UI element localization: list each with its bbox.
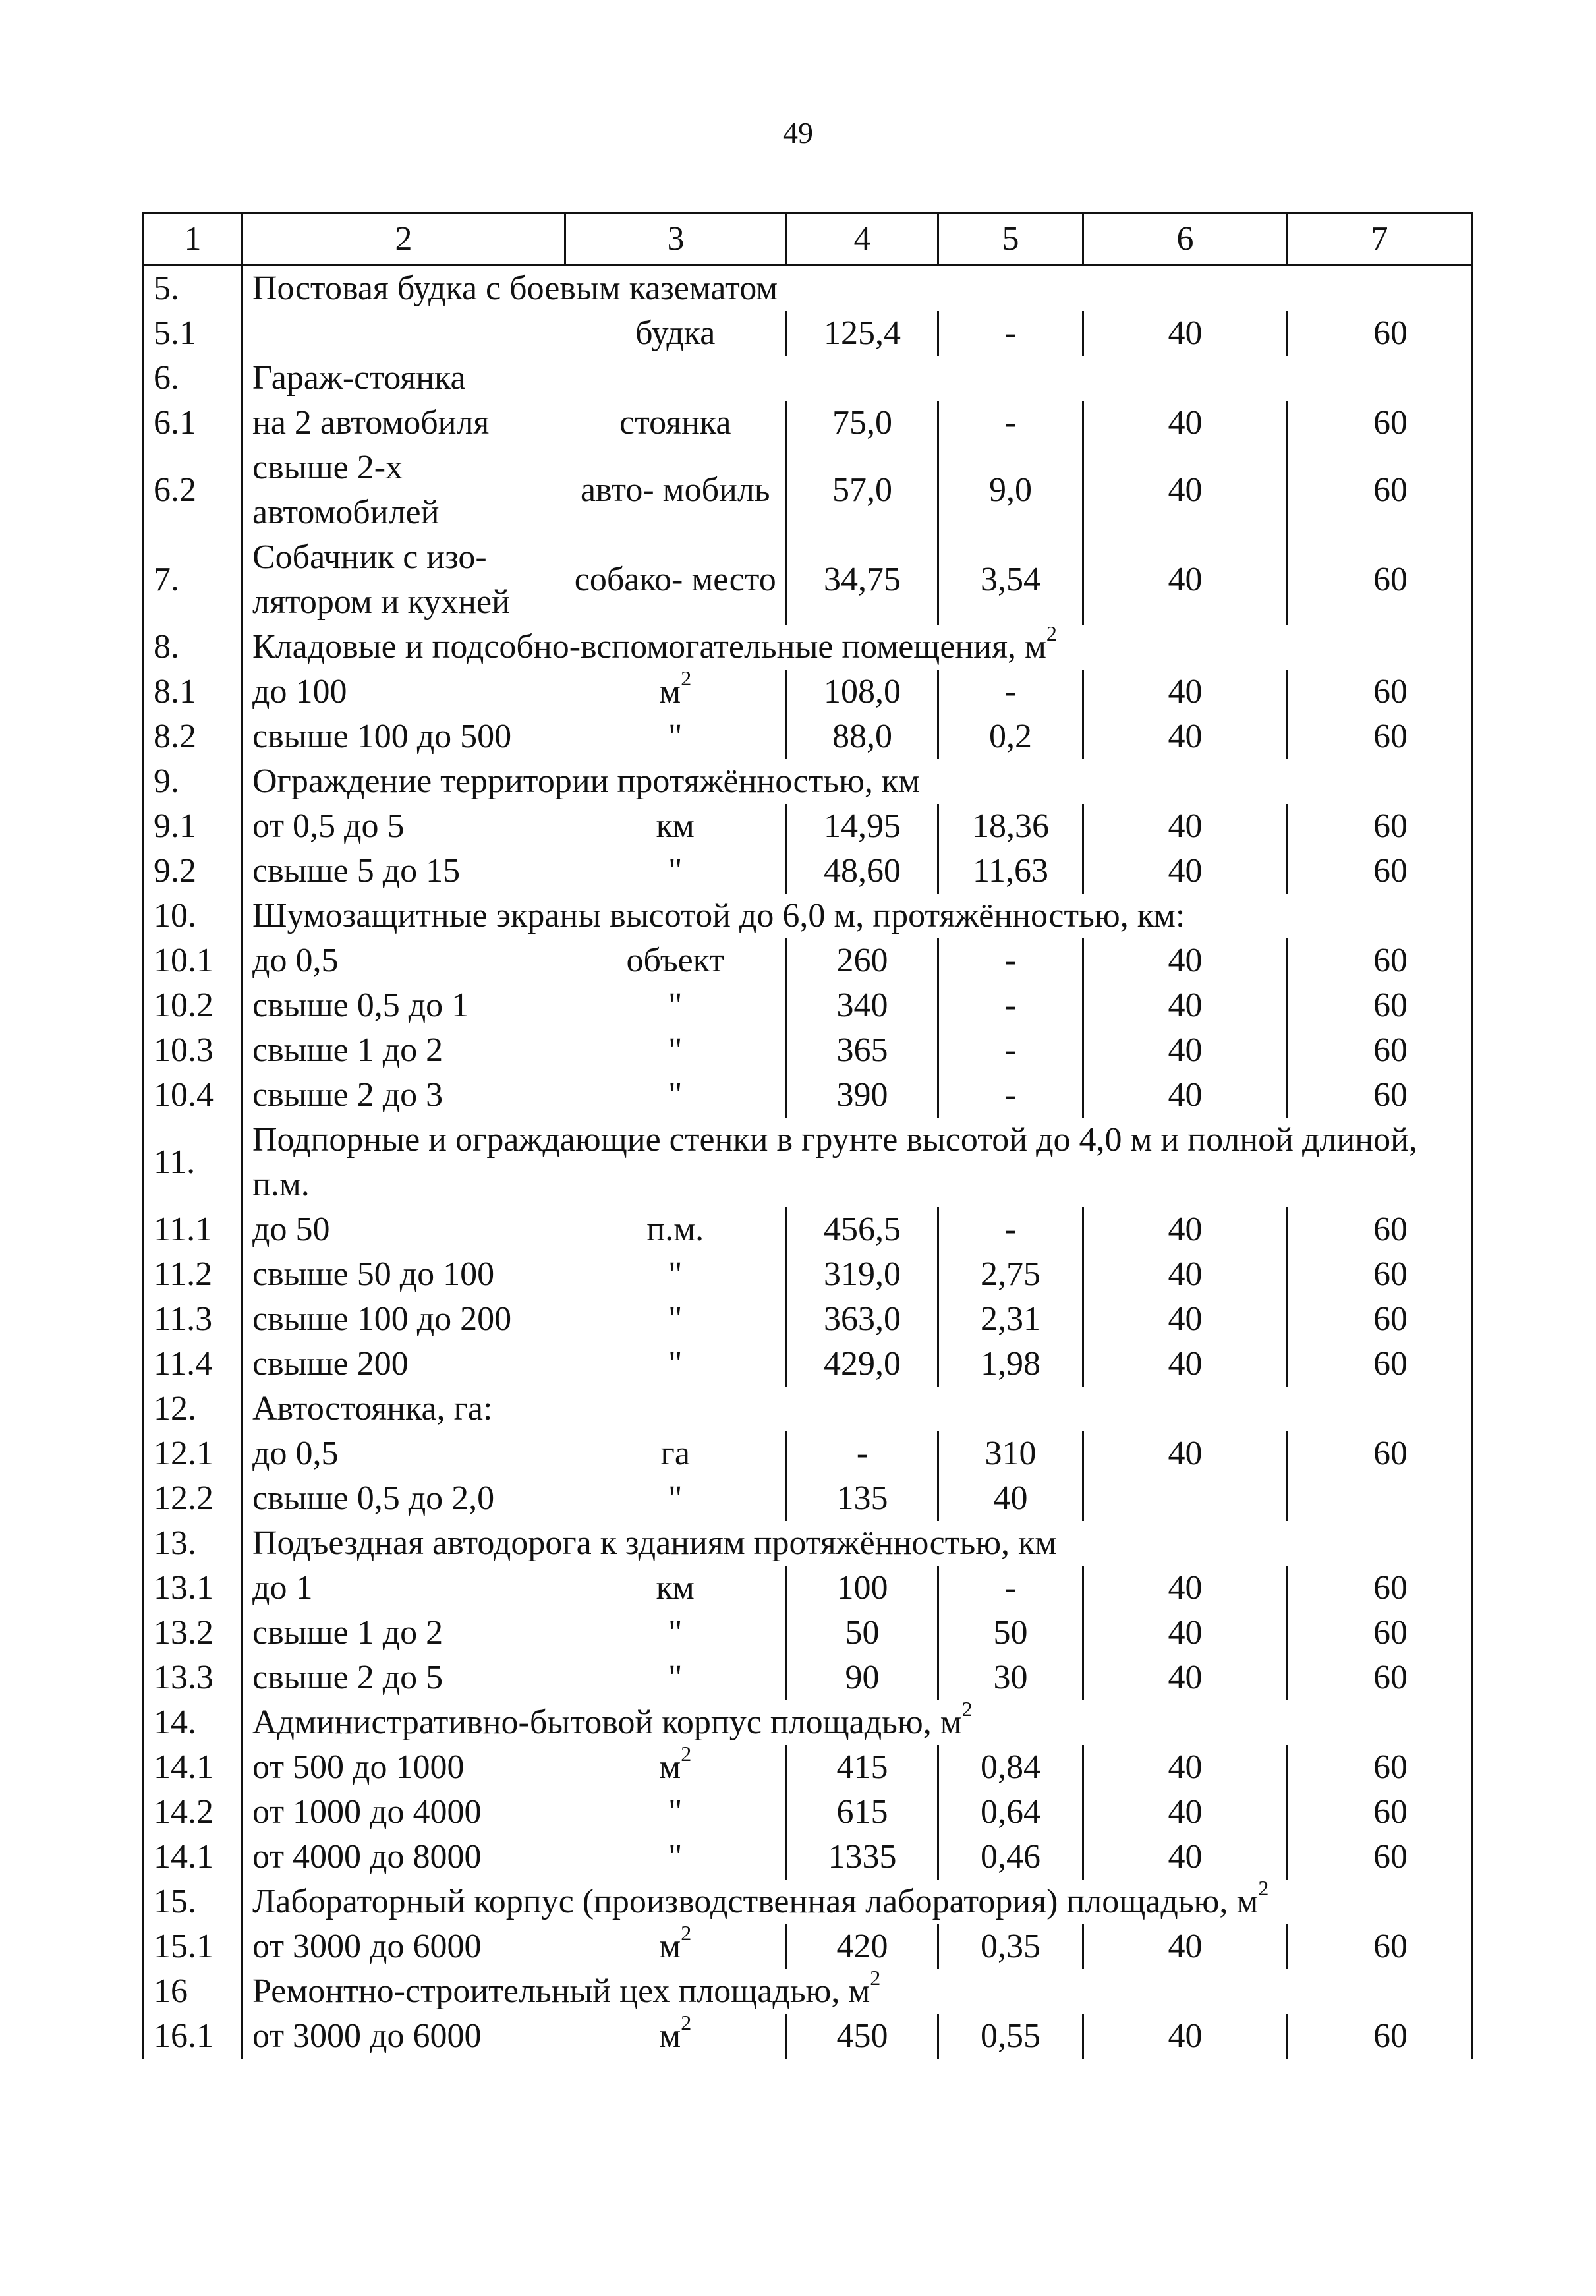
table-row — [144, 445, 1472, 535]
row-number: 11.3 — [144, 1297, 242, 1342]
row-number: 13.3 — [144, 1655, 242, 1700]
unit-text: " — [668, 852, 683, 890]
value-col-5: 3,54 — [938, 535, 1083, 625]
unit-cell — [565, 1342, 787, 1387]
unit-text: " — [668, 987, 683, 1024]
table-section-row — [144, 1880, 1472, 1924]
unit-cell — [565, 849, 787, 894]
table-row — [144, 1297, 1472, 1342]
unit-text: " — [668, 1076, 683, 1114]
table-row — [144, 1790, 1472, 1835]
table-section-row — [144, 1521, 1472, 1566]
value-col-6: 40 — [1083, 1207, 1288, 1252]
row-number: 11.2 — [144, 1252, 242, 1297]
unit-text: " — [668, 1255, 683, 1293]
table-row — [144, 714, 1472, 759]
table-section-row — [144, 356, 1472, 401]
unit-cell — [565, 311, 787, 356]
unit-text: га — [660, 1435, 690, 1472]
value-col-6: 40 — [1083, 1835, 1288, 1880]
value-col-7: 60 — [1288, 1431, 1472, 1476]
value-col-4: 429,0 — [787, 1342, 938, 1387]
row-number: 6.2 — [144, 445, 242, 535]
value-col-6: 40 — [1083, 1924, 1288, 1969]
row-number: 10.2 — [144, 983, 242, 1028]
unit-cell — [565, 1252, 787, 1297]
superscript: 2 — [870, 1966, 881, 1990]
section-title-text: Автостоянка, га: — [252, 1390, 493, 1427]
unit-text: м — [659, 1928, 681, 1965]
value-col-7: 60 — [1288, 1566, 1472, 1611]
value-col-4: 365 — [787, 1028, 938, 1073]
section-title — [242, 1966, 1472, 2014]
row-number: 14.2 — [144, 1790, 242, 1835]
row-number: 14.1 — [144, 1745, 242, 1790]
value-col-5: 0,46 — [938, 1835, 1083, 1880]
value-col-5: 0,64 — [938, 1790, 1083, 1835]
value-col-5: 1,98 — [938, 1342, 1083, 1387]
value-col-4: 34,75 — [787, 535, 938, 625]
section-title-text: Постовая будка с боевым казематом — [252, 270, 778, 307]
value-col-4: 415 — [787, 1745, 938, 1790]
item-name: свыше 100 до 500 — [252, 718, 512, 755]
value-col-5: 310 — [938, 1431, 1083, 1476]
value-col-6: 40 — [1083, 1655, 1288, 1700]
section-title — [242, 1521, 1472, 1566]
section-title-text: Гараж-стоянка — [252, 359, 466, 397]
unit-cell — [565, 1073, 787, 1118]
value-col-4: 450 — [787, 2014, 938, 2059]
value-col-7 — [1288, 1476, 1472, 1521]
unit-text: " — [668, 1659, 683, 1696]
value-col-7: 60 — [1288, 1655, 1472, 1700]
value-col-6: 40 — [1083, 311, 1288, 356]
value-col-6 — [1083, 1476, 1288, 1521]
value-col-7: 60 — [1288, 1745, 1472, 1790]
value-col-6: 40 — [1083, 535, 1288, 625]
value-col-6: 40 — [1083, 804, 1288, 849]
unit-cell — [565, 1566, 787, 1611]
row-number: 10. — [144, 894, 242, 938]
unit-cell — [565, 1297, 787, 1342]
value-col-5: - — [938, 311, 1083, 356]
value-col-5: 0,84 — [938, 1745, 1083, 1790]
value-col-7: 60 — [1288, 1924, 1472, 1969]
superscript: 2 — [681, 1742, 692, 1765]
table-section-row — [144, 1700, 1472, 1745]
value-col-6: 40 — [1083, 1073, 1288, 1118]
item-name: свыше 0,5 до 2,0 — [252, 1479, 495, 1517]
table-section-row — [144, 1387, 1472, 1431]
table-body — [144, 214, 1472, 2059]
value-col-6: 40 — [1083, 1566, 1288, 1611]
table-row — [144, 1655, 1472, 1700]
unit-cell — [565, 1028, 787, 1073]
value-col-4: 14,95 — [787, 804, 938, 849]
value-col-7: 60 — [1288, 1611, 1472, 1655]
value-col-4: 340 — [787, 983, 938, 1028]
value-col-5: 2,75 — [938, 1252, 1083, 1297]
section-title — [242, 894, 1472, 938]
value-col-7: 60 — [1288, 445, 1472, 535]
item-name: до 1 — [252, 1569, 313, 1607]
item-name: на 2 автомобиля — [252, 404, 490, 442]
row-number: 8.1 — [144, 670, 242, 714]
value-col-5: - — [938, 1207, 1083, 1252]
item-name: от 500 до 1000 — [252, 1748, 465, 1786]
row-number: 11.1 — [144, 1207, 242, 1252]
page-number: 49 — [783, 116, 813, 150]
table-row — [144, 1431, 1472, 1476]
unit-text: " — [668, 1793, 683, 1831]
row-number: 14.1 — [144, 1835, 242, 1880]
value-col-6: 40 — [1083, 983, 1288, 1028]
table-row — [144, 1924, 1472, 1969]
unit-cell — [565, 983, 787, 1028]
table-row — [144, 1476, 1472, 1521]
table-row — [144, 1252, 1472, 1297]
section-title-text: Кладовые и подсобно-вспомогательные помещения, м — [252, 628, 1046, 666]
value-col-5: 50 — [938, 1611, 1083, 1655]
row-number: 8. — [144, 625, 242, 670]
row-number: 10.4 — [144, 1073, 242, 1118]
row-number: 12. — [144, 1387, 242, 1431]
table-header-row — [144, 214, 1472, 266]
unit-text: " — [668, 1031, 683, 1069]
row-number: 9. — [144, 759, 242, 804]
row-number: 5.1 — [144, 311, 242, 356]
value-col-6: 40 — [1083, 849, 1288, 894]
column-header-1: 1 — [144, 214, 242, 266]
value-col-7: 60 — [1288, 714, 1472, 759]
value-col-7: 60 — [1288, 983, 1472, 1028]
row-number: 6.1 — [144, 401, 242, 445]
value-col-6: 40 — [1083, 1028, 1288, 1073]
unit-cell — [565, 1207, 787, 1252]
item-name: до 50 — [252, 1211, 330, 1248]
table-section-row — [144, 266, 1472, 312]
value-col-4: 50 — [787, 1611, 938, 1655]
row-number: 5. — [144, 266, 242, 312]
section-title — [242, 1118, 1472, 1207]
column-header-5: 5 — [938, 214, 1083, 266]
row-number: 12.2 — [144, 1476, 242, 1521]
value-col-4: - — [787, 1431, 938, 1476]
value-col-4: 319,0 — [787, 1252, 938, 1297]
value-col-6: 40 — [1083, 445, 1288, 535]
section-title-text: Административно-бытовой корпус площадью, м — [252, 1704, 962, 1741]
table-section-row — [144, 759, 1472, 804]
value-col-4: 108,0 — [787, 670, 938, 714]
value-col-5: 2,31 — [938, 1297, 1083, 1342]
row-number: 12.1 — [144, 1431, 242, 1476]
value-col-7: 60 — [1288, 1835, 1472, 1880]
item-name: свыше 200 — [252, 1345, 409, 1383]
value-col-5: 40 — [938, 1476, 1083, 1521]
section-title-text: Ремонтно-строительный цех площадью, м — [252, 1972, 870, 2010]
unit-cell — [565, 1742, 787, 1790]
column-header-2: 2 — [242, 214, 565, 266]
value-col-4: 100 — [787, 1566, 938, 1611]
item-name: Собачник с изо- лятором и кухней — [252, 538, 510, 621]
superscript: 2 — [1258, 1876, 1269, 1900]
unit-cell — [565, 938, 787, 983]
section-title — [242, 1697, 1472, 1745]
unit-text: " — [668, 1479, 683, 1517]
unit-text: км — [656, 807, 695, 845]
row-number: 13.2 — [144, 1611, 242, 1655]
value-col-4: 456,5 — [787, 1207, 938, 1252]
section-title — [242, 1387, 1472, 1431]
value-col-7: 60 — [1288, 670, 1472, 714]
unit-cell — [565, 1835, 787, 1880]
value-col-7: 60 — [1288, 1790, 1472, 1835]
row-number: 9.1 — [144, 804, 242, 849]
table-section-row — [144, 1118, 1472, 1207]
superscript: 2 — [681, 1921, 692, 1945]
table-row — [144, 1207, 1472, 1252]
row-number: 14. — [144, 1700, 242, 1745]
unit-text: м — [659, 673, 681, 710]
table-section-row — [144, 625, 1472, 670]
item-name: свыше 0,5 до 1 — [252, 987, 469, 1024]
value-col-5: - — [938, 1566, 1083, 1611]
unit-text: стоянка — [619, 404, 731, 442]
value-col-5: - — [938, 401, 1083, 445]
unit-text: авто- мобиль — [580, 471, 770, 509]
row-number: 11.4 — [144, 1342, 242, 1387]
table-row — [144, 1835, 1472, 1880]
unit-cell — [565, 1611, 787, 1655]
superscript: 2 — [961, 1697, 973, 1721]
unit-text: м — [659, 1748, 681, 1786]
value-col-4: 615 — [787, 1790, 938, 1835]
section-title-text: Шумозащитные экраны высотой до 6,0 м, протяжённостью, км: — [252, 897, 1185, 934]
value-col-7: 60 — [1288, 804, 1472, 849]
unit-text: " — [668, 1300, 683, 1338]
table-row — [144, 849, 1472, 894]
value-col-6: 40 — [1083, 938, 1288, 983]
superscript: 2 — [1046, 621, 1057, 645]
item-name: до 0,5 — [252, 1435, 339, 1472]
superscript: 2 — [681, 666, 692, 690]
unit-cell — [565, 445, 787, 535]
item-name: свыше 1 до 2 — [252, 1031, 443, 1069]
row-number: 16.1 — [144, 2014, 242, 2059]
table-row — [144, 1342, 1472, 1387]
value-col-5: - — [938, 1028, 1083, 1073]
value-col-4: 48,60 — [787, 849, 938, 894]
value-col-5: - — [938, 670, 1083, 714]
unit-cell — [565, 401, 787, 445]
value-col-6: 40 — [1083, 1297, 1288, 1342]
value-col-4: 1335 — [787, 1835, 938, 1880]
row-number: 15.1 — [144, 1924, 242, 1969]
unit-text: " — [668, 1345, 683, 1383]
row-number: 9.2 — [144, 849, 242, 894]
value-col-4: 363,0 — [787, 1297, 938, 1342]
item-name: от 4000 до 8000 — [252, 1838, 482, 1876]
row-number: 10.3 — [144, 1028, 242, 1073]
row-number: 13.1 — [144, 1566, 242, 1611]
table-row — [144, 535, 1472, 625]
table-row — [144, 938, 1472, 983]
table-section-row — [144, 894, 1472, 938]
item-name: до 100 — [252, 673, 347, 710]
row-number: 15. — [144, 1880, 242, 1924]
unit-cell — [565, 1431, 787, 1476]
value-col-5: 0,55 — [938, 2014, 1083, 2059]
item-name: свыше 1 до 2 — [252, 1614, 443, 1651]
column-header-6: 6 — [1083, 214, 1288, 266]
unit-text: собако- место — [574, 561, 776, 598]
value-col-6: 40 — [1083, 1431, 1288, 1476]
row-number: 16 — [144, 1969, 242, 2014]
value-col-5: - — [938, 938, 1083, 983]
superscript: 2 — [681, 2011, 692, 2034]
value-col-5: 11,63 — [938, 849, 1083, 894]
value-col-7: 60 — [1288, 2014, 1472, 2059]
section-title-text: Подпорные и ограждающие стенки в грунте высотой до 4,0 м и полной длиной, п.м. — [252, 1121, 1417, 1203]
unit-text: " — [668, 718, 683, 755]
value-col-5: - — [938, 1073, 1083, 1118]
value-col-6: 40 — [1083, 714, 1288, 759]
unit-cell — [565, 714, 787, 759]
value-col-7: 60 — [1288, 1297, 1472, 1342]
row-number: 7. — [144, 535, 242, 625]
item-name: от 0,5 до 5 — [252, 807, 405, 845]
value-col-7: 60 — [1288, 401, 1472, 445]
section-title-text: Подъездная автодорога к зданиям протяжённостью, км — [252, 1524, 1057, 1562]
section-title — [242, 1876, 1472, 1924]
section-title-text: Лабораторный корпус (производственная лаборатория) площадью, м — [252, 1883, 1259, 1920]
value-col-4: 125,4 — [787, 311, 938, 356]
table-section-row — [144, 1969, 1472, 2014]
section-title — [242, 759, 1472, 804]
section-title — [242, 621, 1472, 670]
item-name: свыше 2 до 5 — [252, 1659, 443, 1696]
value-col-4: 135 — [787, 1476, 938, 1521]
unit-text: м — [659, 2017, 681, 2055]
value-col-7: 60 — [1288, 311, 1472, 356]
value-col-7: 60 — [1288, 1207, 1472, 1252]
unit-cell — [565, 1476, 787, 1521]
row-number: 11. — [144, 1118, 242, 1207]
value-col-7: 60 — [1288, 1252, 1472, 1297]
value-col-4: 90 — [787, 1655, 938, 1700]
value-col-7: 60 — [1288, 938, 1472, 983]
item-name: до 0,5 — [252, 942, 339, 979]
value-col-6: 40 — [1083, 1342, 1288, 1387]
value-col-4: 75,0 — [787, 401, 938, 445]
value-col-7: 60 — [1288, 849, 1472, 894]
unit-cell — [565, 1921, 787, 1969]
value-col-6: 40 — [1083, 1611, 1288, 1655]
table-row — [144, 1611, 1472, 1655]
value-col-6: 40 — [1083, 2014, 1288, 2059]
table-row — [144, 1073, 1472, 1118]
value-col-4: 390 — [787, 1073, 938, 1118]
unit-cell — [565, 1655, 787, 1700]
item-name: от 3000 до 6000 — [252, 2017, 482, 2055]
unit-text: п.м. — [646, 1211, 704, 1248]
item-name: свыше 2-х автомобилей — [252, 449, 440, 531]
table-row — [144, 804, 1472, 849]
unit-text: км — [656, 1569, 695, 1607]
value-col-4: 260 — [787, 938, 938, 983]
item-name: от 1000 до 4000 — [252, 1793, 482, 1831]
value-col-6: 40 — [1083, 1790, 1288, 1835]
value-col-5: 30 — [938, 1655, 1083, 1700]
unit-text: будка — [635, 314, 716, 352]
row-number: 6. — [144, 356, 242, 401]
item-name: от 3000 до 6000 — [252, 1928, 482, 1965]
value-col-7: 60 — [1288, 1342, 1472, 1387]
table-row — [144, 401, 1472, 445]
item-name: свыше 5 до 15 — [252, 852, 461, 890]
norms-table — [142, 212, 1473, 2059]
item-name: свыше 100 до 200 — [252, 1300, 512, 1338]
value-col-5: 0,35 — [938, 1924, 1083, 1969]
unit-text: " — [668, 1838, 683, 1876]
value-col-4: 420 — [787, 1924, 938, 1969]
value-col-6: 40 — [1083, 1252, 1288, 1297]
value-col-7: 60 — [1288, 535, 1472, 625]
value-col-4: 88,0 — [787, 714, 938, 759]
value-col-5: 9,0 — [938, 445, 1083, 535]
table-row — [144, 2014, 1472, 2059]
row-number: 10.1 — [144, 938, 242, 983]
value-col-5: - — [938, 983, 1083, 1028]
value-col-5: 18,36 — [938, 804, 1083, 849]
section-title — [242, 266, 1472, 312]
unit-cell — [565, 2011, 787, 2059]
table-row — [144, 311, 1472, 356]
row-number: 13. — [144, 1521, 242, 1566]
value-col-6: 40 — [1083, 1745, 1288, 1790]
value-col-7: 60 — [1288, 1028, 1472, 1073]
unit-cell — [565, 1790, 787, 1835]
table-row — [144, 983, 1472, 1028]
section-title — [242, 356, 1472, 401]
unit-cell — [565, 535, 787, 625]
column-header-7: 7 — [1288, 214, 1472, 266]
table-row — [144, 670, 1472, 714]
unit-cell — [565, 666, 787, 714]
value-col-4: 57,0 — [787, 445, 938, 535]
unit-cell — [565, 804, 787, 849]
unit-text: " — [668, 1614, 683, 1651]
item-name: свыше 50 до 100 — [252, 1255, 495, 1293]
item-name — [242, 311, 565, 356]
column-header-3: 3 — [565, 214, 787, 266]
value-col-6: 40 — [1083, 670, 1288, 714]
unit-text: объект — [626, 942, 724, 979]
table-row — [144, 1566, 1472, 1611]
section-title-text: Ограждение территории протяжённостью, км — [252, 762, 921, 800]
row-number: 8.2 — [144, 714, 242, 759]
table-row — [144, 1028, 1472, 1073]
value-col-5: 0,2 — [938, 714, 1083, 759]
column-header-4: 4 — [787, 214, 938, 266]
value-col-7: 60 — [1288, 1073, 1472, 1118]
table-row — [144, 1745, 1472, 1790]
value-col-6: 40 — [1083, 401, 1288, 445]
item-name: свыше 2 до 3 — [252, 1076, 443, 1114]
